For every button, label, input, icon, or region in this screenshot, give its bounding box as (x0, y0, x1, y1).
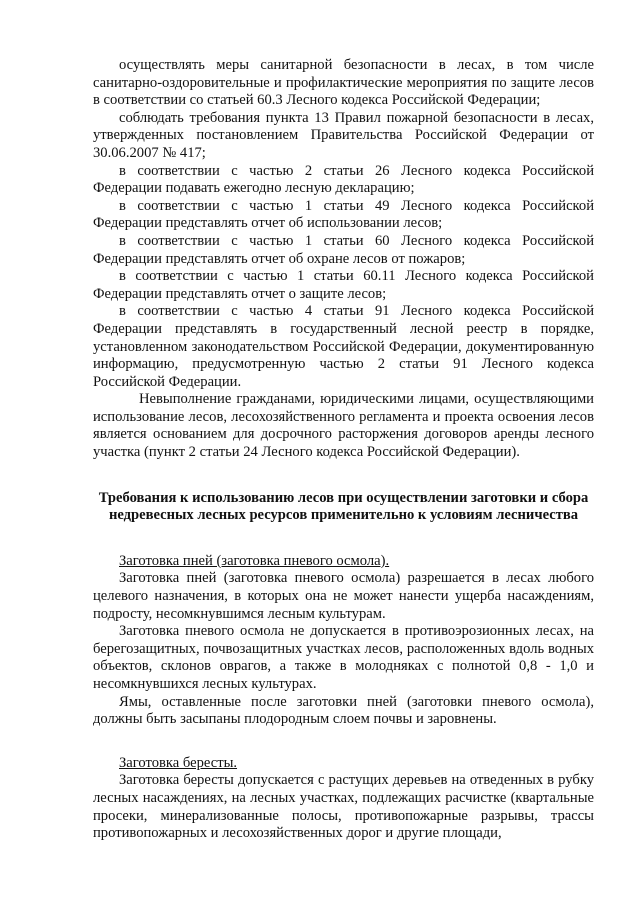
obligation-fire-report: в соответствии с частью 1 статьи 60 Лесного кодекса Российской Федерации представлять отчет об охране лесов от пожаров; (93, 232, 594, 267)
obligation-fire-rules: соблюдать требования пункта 13 Правил пожарной безопасности в лесах, утвержденных постановлением Правительства Российской Федерации от 30.06.2007 № 417; (93, 109, 594, 161)
obligation-protection-report: в соответствии с частью 1 статьи 60.11 Лесного кодекса Российской Федерации представлять отчет о защите лесов; (93, 268, 594, 302)
stumps-paragraph: Ямы, оставленные после заготовки пней (заготовки пневого осмола), должны быть засыпаны плодородным слоем почвы и заровнены. (93, 693, 594, 728)
subsection-title-bark: Заготовка бересты. (119, 754, 238, 771)
bark-paragraph: Заготовка бересты допускается с растущих деревьев на отведенных в рубку лесных насаждениях, на лесных участках, подлежащих расчистке (квартальные просеки, минерализованные полосы, противопожарные разрывы, трассы противопожарных и лесохозяйственных дорог и другие площади, (93, 772, 594, 842)
subsection-title-stumps: Заготовка пней (заготовка пневого осмола). (119, 552, 390, 569)
obligation-declaration: в соответствии с частью 2 статьи 26 Лесного кодекса Российской Федерации подавать ежегодно лесную декларацию; (93, 162, 594, 197)
paragraph-nonfulfillment: Невыполнение гражданами, юридическими лицами, осуществляющими использование лесов, лесохозяйственного регламента и проекта освоения лесов является основанием для досрочного расторжения договоров аренды лесного участка (пункт 2 статьи 24 Лесного кодекса Российской Федерации). (93, 391, 594, 461)
section-heading: Требования к использованию лесов при осуществлении заготовки и сбора недревесных лесных ресурсов применительно к условиям лесничества (98, 489, 589, 524)
obligation-sanitary: осуществлять меры санитарной безопасности в лесах, в том числе санитарно-оздоровительные и профилактические мероприятия по защите лесов в соответствии со статьей 60.3 Лесного кодекса Российской Федерации; (93, 57, 594, 109)
obligation-registry: в соответствии с частью 4 статьи 91 Лесного кодекса Российской Федерации представлять в государственный лесной реестр в порядке, установленном законодательством Российской Федерации, документированную информацию, предусмотренную частью 2 статьи 91 Лесного кодекса Российской Федерации. (93, 303, 594, 390)
spacer (93, 525, 594, 553)
document-body (93, 57, 594, 843)
obligation-usage-report: в соответствии с частью 1 статьи 49 Лесного кодекса Российской Федерации представлять отчет об использовании лесов; (93, 197, 594, 232)
stumps-paragraph: Заготовка пневого осмола не допускается в противоэрозионных лесах, на берегозащитных, почвозащитных участках лесов, расположенных вдоль водных объектов, склонов оврагов, а также в молодняках с полнотой 0,8 - 1,0 и несомкнувшихся лесных культурах. (93, 623, 594, 692)
spacer (93, 729, 594, 755)
stumps-paragraph: Заготовка пней (заготовка пневого осмола) разрешается в лесах любого целевого назначения, в которых она не может нанести ущерба насаждениям, подросту, несомкнувшимся лесным культурам. (93, 570, 594, 622)
